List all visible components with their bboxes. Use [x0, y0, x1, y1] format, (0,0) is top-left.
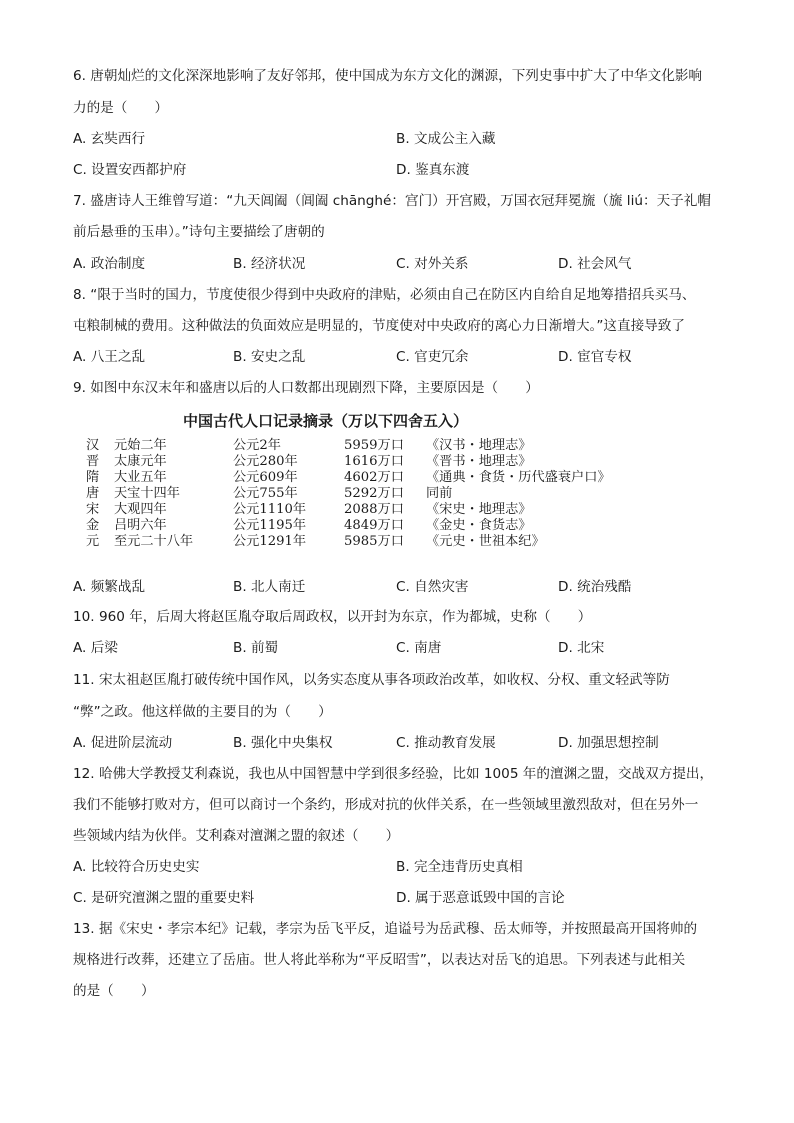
q13-stem-line1: 13. 据《宋史・孝宗本纪》记载，孝宗为岳飞平反，追谥号为岳武穆、岳太师等，并按照最高开国将帅的 [73, 921, 698, 937]
reign-year-cell: 大观四年 [114, 502, 167, 517]
q12-option-c[interactable]: C. 是研究澶渊之盟的重要史料 [73, 890, 255, 906]
source-cell: 《通典・食货・历代盛衰户口》 [426, 470, 611, 485]
q11-option-d[interactable]: D. 加强思想控制 [558, 735, 659, 751]
q11-option-b[interactable]: B. 强化中央集权 [233, 735, 333, 751]
q11-stem-line2: “弊”之政。他这样做的主要目的为（ ） [73, 704, 332, 720]
population-cell: 2088万口 [344, 502, 404, 517]
population-cell: 5292万口 [344, 486, 404, 501]
reign-year-cell: 吕明六年 [114, 518, 167, 533]
table-row [86, 438, 626, 454]
population-cell: 4602万口 [344, 470, 404, 485]
source-cell: 同前 [426, 486, 453, 501]
ad-year-cell: 公元1110年 [233, 502, 307, 517]
q11-option-c[interactable]: C. 推动教育发展 [396, 735, 496, 751]
dynasty-cell: 隋 [86, 470, 100, 485]
q7-stem-line1: 7. 盛唐诗人王维曾写道：“九天阊阖（阊阖 chānghé：宫门）开宫殿，万国衣冠拜冕旒（旒 liú：天子礼帽 [73, 193, 711, 209]
ad-year-cell: 公元2年 [233, 438, 281, 453]
population-table-title: 中国古代人口记录摘录（万以下四舍五入） [183, 412, 469, 430]
q10-option-c[interactable]: C. 南唐 [396, 640, 442, 656]
source-cell: 《汉书・地理志》 [426, 438, 532, 453]
q8-stem-line1: 8. “限于当时的国力，节度使很少得到中央政府的津贴，必须由自己在防区内自给自足地筹措招兵买马、 [73, 287, 696, 303]
ad-year-cell: 公元1195年 [233, 518, 307, 533]
ad-year-cell: 公元609年 [233, 470, 298, 485]
q6-option-b[interactable]: B. 文成公主入藏 [396, 131, 496, 147]
table-row [86, 470, 626, 486]
source-cell: 《金史・食货志》 [426, 518, 532, 533]
q8-option-a[interactable]: A. 八王之乱 [73, 349, 146, 365]
q7-option-a[interactable]: A. 政治制度 [73, 256, 146, 272]
q13-stem-line3: 的是（ ） [73, 983, 155, 999]
table-row [86, 454, 626, 470]
q6-option-d[interactable]: D. 鉴真东渡 [396, 162, 470, 178]
q12-stem-line1: 12. 哈佛大学教授艾利森说，我也从中国智慧中学到很多经验，比如 1005 年的澶渊之盟，交战双方提出， [73, 766, 714, 782]
dynasty-cell: 金 [86, 518, 100, 533]
q7-option-d[interactable]: D. 社会风气 [558, 256, 632, 272]
q12-option-d[interactable]: D. 属于恶意诋毁中国的言论 [396, 890, 565, 906]
dynasty-cell: 宋 [86, 502, 100, 517]
dynasty-cell: 汉 [86, 438, 100, 453]
q9-stem-line1: 9. 如图中东汉末年和盛唐以后的人口数都出现剧烈下降，主要原因是（ ） [73, 380, 539, 396]
q13-stem-line2: 规格进行改葬，还建立了岳庙。世人将此举称为“平反昭雪”，以表达对岳飞的追思。下列表述与此相关 [73, 952, 686, 968]
reign-year-cell: 太康元年 [114, 454, 167, 469]
q7-option-b[interactable]: B. 经济状况 [233, 256, 306, 272]
q7-option-c[interactable]: C. 对外关系 [396, 256, 469, 272]
source-cell: 《晋书・地理志》 [426, 454, 532, 469]
q9-option-a[interactable]: A. 频繁战乱 [73, 579, 146, 595]
q6-option-a[interactable]: A. 玄奘西行 [73, 131, 146, 147]
population-cell: 5985万口 [344, 534, 404, 549]
q10-stem-line1: 10. 960 年，后周大将赵匡胤夺取后周政权，以开封为东京，作为都城，史称（ ） [73, 609, 592, 625]
dynasty-cell: 元 [86, 534, 100, 549]
table-row [86, 502, 626, 518]
population-cell: 1616万口 [344, 454, 404, 469]
q10-option-b[interactable]: B. 前蜀 [233, 640, 279, 656]
population-cell: 5959万口 [344, 438, 404, 453]
q10-option-a[interactable]: A. 后梁 [73, 640, 118, 656]
q12-stem-line3: 些领域内结为伙伴。艾利森对澶渊之盟的叙述（ ） [73, 828, 400, 844]
q8-option-d[interactable]: D. 宦官专权 [558, 349, 632, 365]
population-cell: 4849万口 [344, 518, 404, 533]
table-row [86, 518, 626, 534]
q10-option-d[interactable]: D. 北宋 [558, 640, 605, 656]
q9-option-c[interactable]: C. 自然灾害 [396, 579, 469, 595]
q9-option-d[interactable]: D. 统治残酷 [558, 579, 632, 595]
dynasty-cell: 晋 [86, 454, 100, 469]
source-cell: 《宋史・地理志》 [426, 502, 532, 517]
q8-option-b[interactable]: B. 安史之乱 [233, 349, 306, 365]
q6-option-c[interactable]: C. 设置安西都护府 [73, 162, 187, 178]
ad-year-cell: 公元280年 [233, 454, 298, 469]
ad-year-cell: 公元1291年 [233, 534, 307, 549]
q9-option-b[interactable]: B. 北人南迁 [233, 579, 306, 595]
ad-year-cell: 公元755年 [233, 486, 298, 501]
dynasty-cell: 唐 [86, 486, 100, 501]
reign-year-cell: 天宝十四年 [114, 486, 180, 501]
q11-stem-line1: 11. 宋太祖赵匡胤打破传统中国作风，以务实态度从事各项政治改革，如收权、分权、重文轻武等防 [73, 672, 670, 688]
table-row [86, 486, 626, 502]
reign-year-cell: 元始二年 [114, 438, 167, 453]
q8-stem-line2: 屯粮制械的费用。这种做法的负面效应是明显的，节度使对中央政府的离心力日渐增大。”这直接导致了 [73, 318, 685, 334]
table-row [86, 534, 626, 550]
q12-option-b[interactable]: B. 完全违背历史真相 [396, 859, 523, 875]
q8-option-c[interactable]: C. 官吏冗余 [396, 349, 469, 365]
population-table [86, 438, 626, 550]
q6-stem-line2: 力的是（ ） [73, 100, 169, 116]
q12-stem-line2: 我们不能够打败对方，但可以商讨一个条约，形成对抗的伙伴关系，在一些领域里激烈敌对，但在另外一 [73, 797, 699, 813]
source-cell: 《元史・世祖本纪》 [426, 534, 545, 549]
q12-option-a[interactable]: A. 比较符合历史史实 [73, 859, 200, 875]
reign-year-cell: 至元二十八年 [114, 534, 194, 549]
q7-stem-line2: 前后悬垂的玉串）。”诗句主要描绘了唐朝的 [73, 224, 325, 240]
reign-year-cell: 大业五年 [114, 470, 167, 485]
q11-option-a[interactable]: A. 促进阶层流动 [73, 735, 173, 751]
q6-stem-line1: 6. 唐朝灿烂的文化深深地影响了友好邻邦，使中国成为东方文化的渊源，下列史事中扩大了中华文化影响 [73, 68, 703, 84]
